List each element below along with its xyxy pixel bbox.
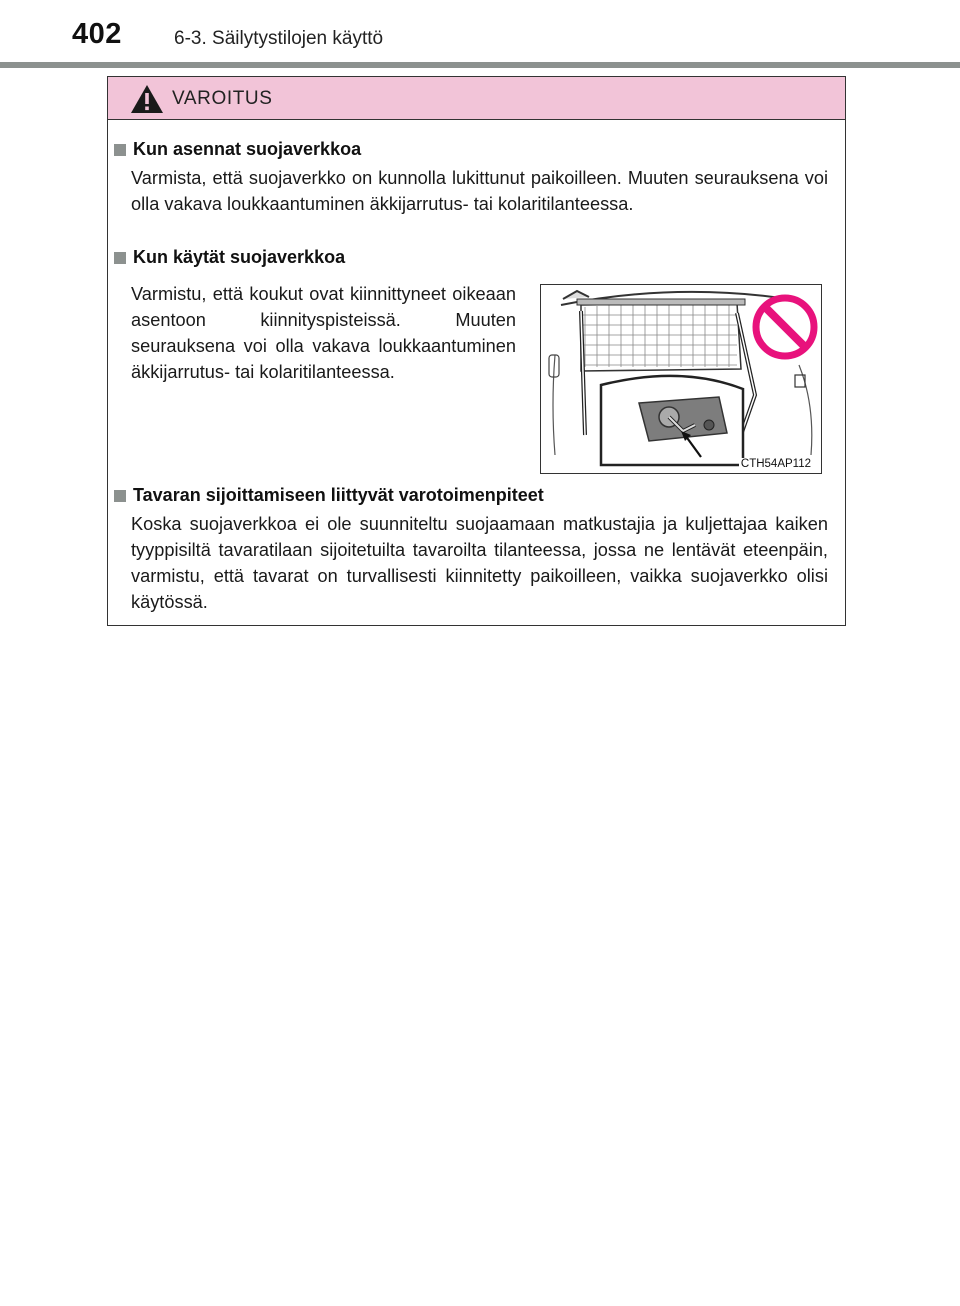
bullet-square-icon [114, 252, 126, 264]
bullet-square-icon [114, 144, 126, 156]
cargo-net-hook-illustration [540, 284, 822, 474]
section-heading-install [114, 139, 361, 160]
warning-box [107, 76, 846, 626]
section-heading-label: Tavaran sijoittamiseen liittyvät varotoimenpiteet [133, 485, 544, 505]
warning-triangle-icon [130, 84, 164, 114]
section-heading-use [114, 247, 345, 268]
section-text-cargo: Koska suojaverkkoa ei ole suunniteltu suojaamaan matkustajia ja kuljettajaa kaiken tyyppisiltä tavaratilaan sijoitetuilta tavaroilta tilanteessa, jossa ne lentävät eteenpäin, varmistu, että tavarat on turvallisesti kiinnitetty paikoilleen, vaikka suojaverkko olisi käytössä. [131, 514, 828, 612]
section-heading-cargo [114, 485, 544, 506]
bullet-square-icon [114, 490, 126, 502]
page-number: 402 [72, 18, 122, 50]
warning-title: VAROITUS [172, 88, 273, 109]
cargo-net-drawing [541, 285, 822, 474]
header-rule [0, 62, 960, 68]
prohibited-icon [756, 298, 814, 356]
section-text-use: Varmistu, että koukut ovat kiinnittyneet oikeaan asentoon kiinnityspisteissä. Muuten seurauksena voi olla vakava loukkaantuminen äkkijarrutus- tai kolaritilanteessa. [131, 284, 516, 382]
illustration-code: CTH54AP112 [740, 458, 811, 470]
section-heading-label: Kun käytät suojaverkkoa [133, 247, 346, 267]
section-text-install: Varmista, että suojaverkko on kunnolla lukittunut paikoilleen. Muuten seurauksena voi olla vakava loukkaantuminen äkkijarrutus- tai kolaritilanteessa. [131, 168, 828, 214]
warning-header [108, 77, 845, 120]
section-heading-label: Kun asennat suojaverkkoa [133, 139, 362, 159]
section-title: 6-3. Säilytystilojen käyttö [174, 28, 384, 49]
